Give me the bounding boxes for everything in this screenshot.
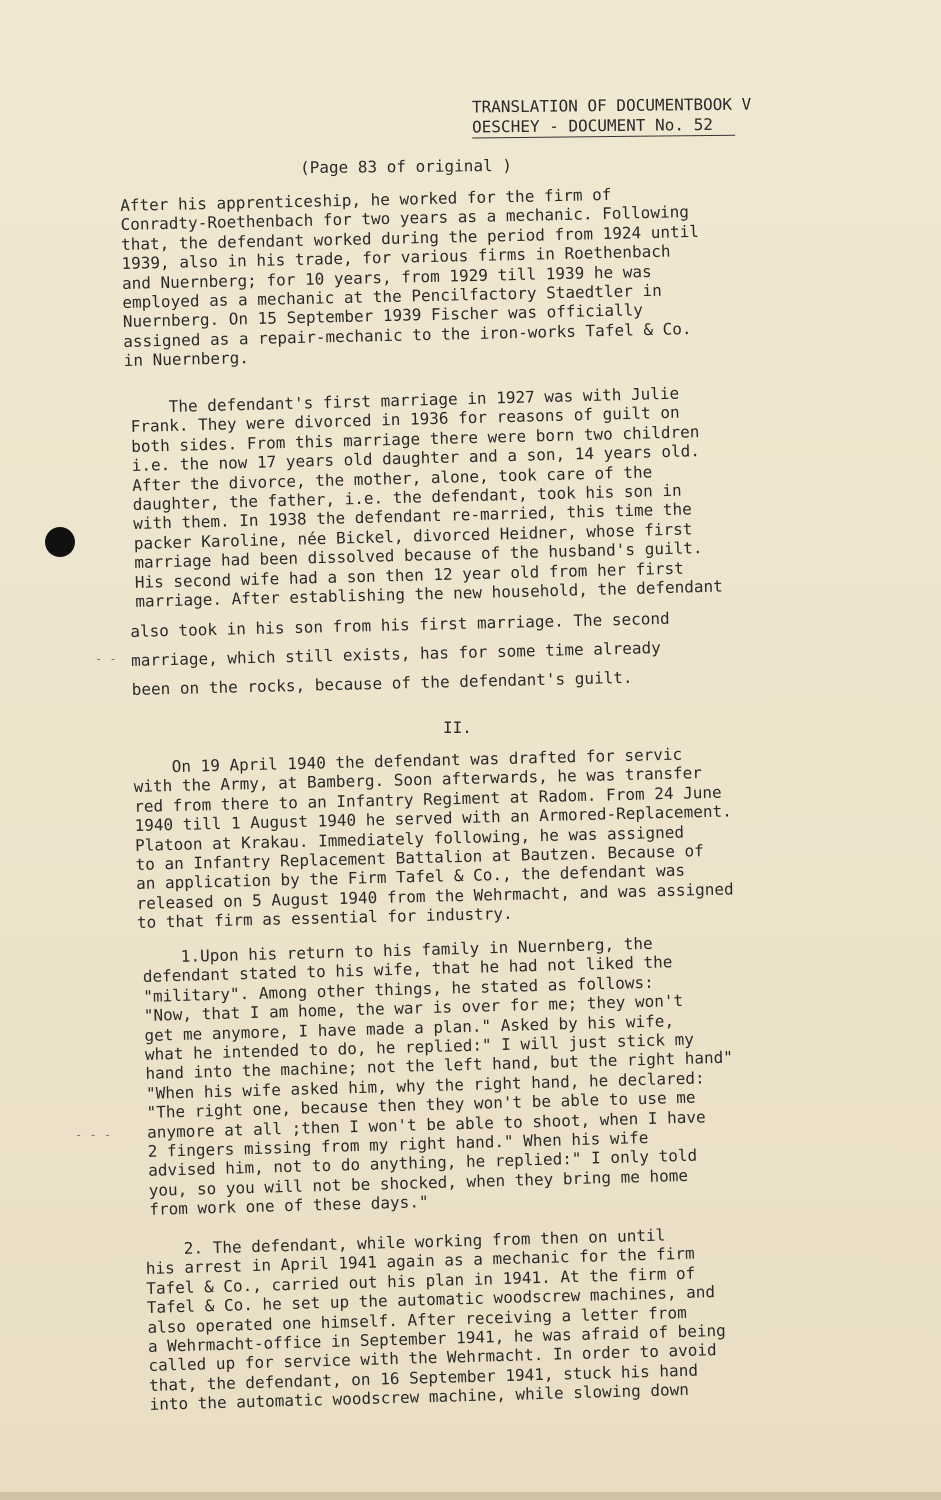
header-line-1: TRANSLATION OF DOCUMENTBOOK V [471,94,752,117]
paragraph-self-injury: 2. The defendant, while working from then on until his arrest in April 1941 again as a mechanic for the firm Tafel & Co., carried out his plan in 1941. At the firm of Tafel & Co. he set up the automatic woodscrew machines, and also operated one himself. After receiving a letter from a Wehrmacht-office in September 1941, he was afraid of being called up for service with the Wehrmacht. In order to avoid that, the defendant, on 16 September 1941, stuck his hand into the automatic woodscrew machine, while slowing down [145,1225,726,1415]
page-reference: (Page 83 of original ) [299,155,513,178]
paragraph-statement-to-wife: 1.Upon his return to his family in Nuernberg, the defendant stated to his wife, that he had not liked the "military". Among other things, he stated as follows: "Now, that I am home, the war is over for me; they won't get me anymore, I have made a plan." Asked by his wife, what he intended to do, he replied:" I will just stick my hand into the machine; not the left hand, but the right hand" "When his wife asked him, why the right hand, he declared: "The right one, because then they won't be able to use me anymore at all ;then I won't be able to shoot, when I have 2 fingers missing from my right hand." When his wife advised him, not to do anything, he replied:" I only told you, so you will not be shocked, when they bring me home from work one of these days." [142,933,734,1220]
paragraph-marriage: The defendant's first marriage in 1927 was with Julie Frank. They were divorced in 1936 for reasons of guilt on both sides. From this marriage there were born two children i.e. the now 17 years old daughter and a son, 14 years old. After the divorce, the mother, alone, took care of the daughter, the father, i.e. the defendant, took his son in with them. In 1938 the defendant re-married, this time the packer Karoline, née Bickel, divorced Heidner, whose first marriage had been dissolved because of the husband's guilt. His second wife had a son then 12 year old from her first marriage. After establishing the new household, the defendant [130,383,723,611]
header-line-2: OESCHEY - DOCUMENT No. 52 [472,115,735,139]
paragraph-apprenticeship: After his apprenticeship, he worked for the firm of Conradty-Roethenbach for two years as a mechanic. Following that, the defendant worked during the period from 1924 until 1939, also in his trade, for various firms in Roethenbach and Nuernberg; for 10 years, from 1929 till 1939 he was employed as a mechanic at the Pencilfactory Staedtler in Nuernberg. On 15 September 1939 Fischer was officially assigned as a repair-mechanic to the iron-works Tafel & Co. in Nuernberg. [120,184,700,371]
paragraph-military-service: On 19 April 1940 the defendant was drafted for servic with the Army, at Bamberg. Soon afterwards, he was transfer red from there to an Infantry Regiment at Radom. From 24 June 1940 till 1 August 1940 he served with an Armored-Replacement. Platoon at Krakau. Immediately following, he was assigned to an Infantry Replacement Battalion at Bautzen. Because of an application by the Firm Tafel & Co., the defendant was released on 5 August 1940 from the Wehrmacht, and was assigned to that firm as essential for industry. [133,744,734,933]
margin-mark: - - [95,652,117,666]
paragraph-marriage-continued: also took in his son from his first marriage. The second marriage, which still exists, has for some time already been on the rocks, because of the defendant's guilt. [130,608,670,699]
punch-hole [45,527,75,557]
document-header [472,95,752,139]
margin-mark: - - - [75,1128,112,1142]
section-number: II. [443,718,472,737]
page-bottom-edge [0,1492,941,1500]
